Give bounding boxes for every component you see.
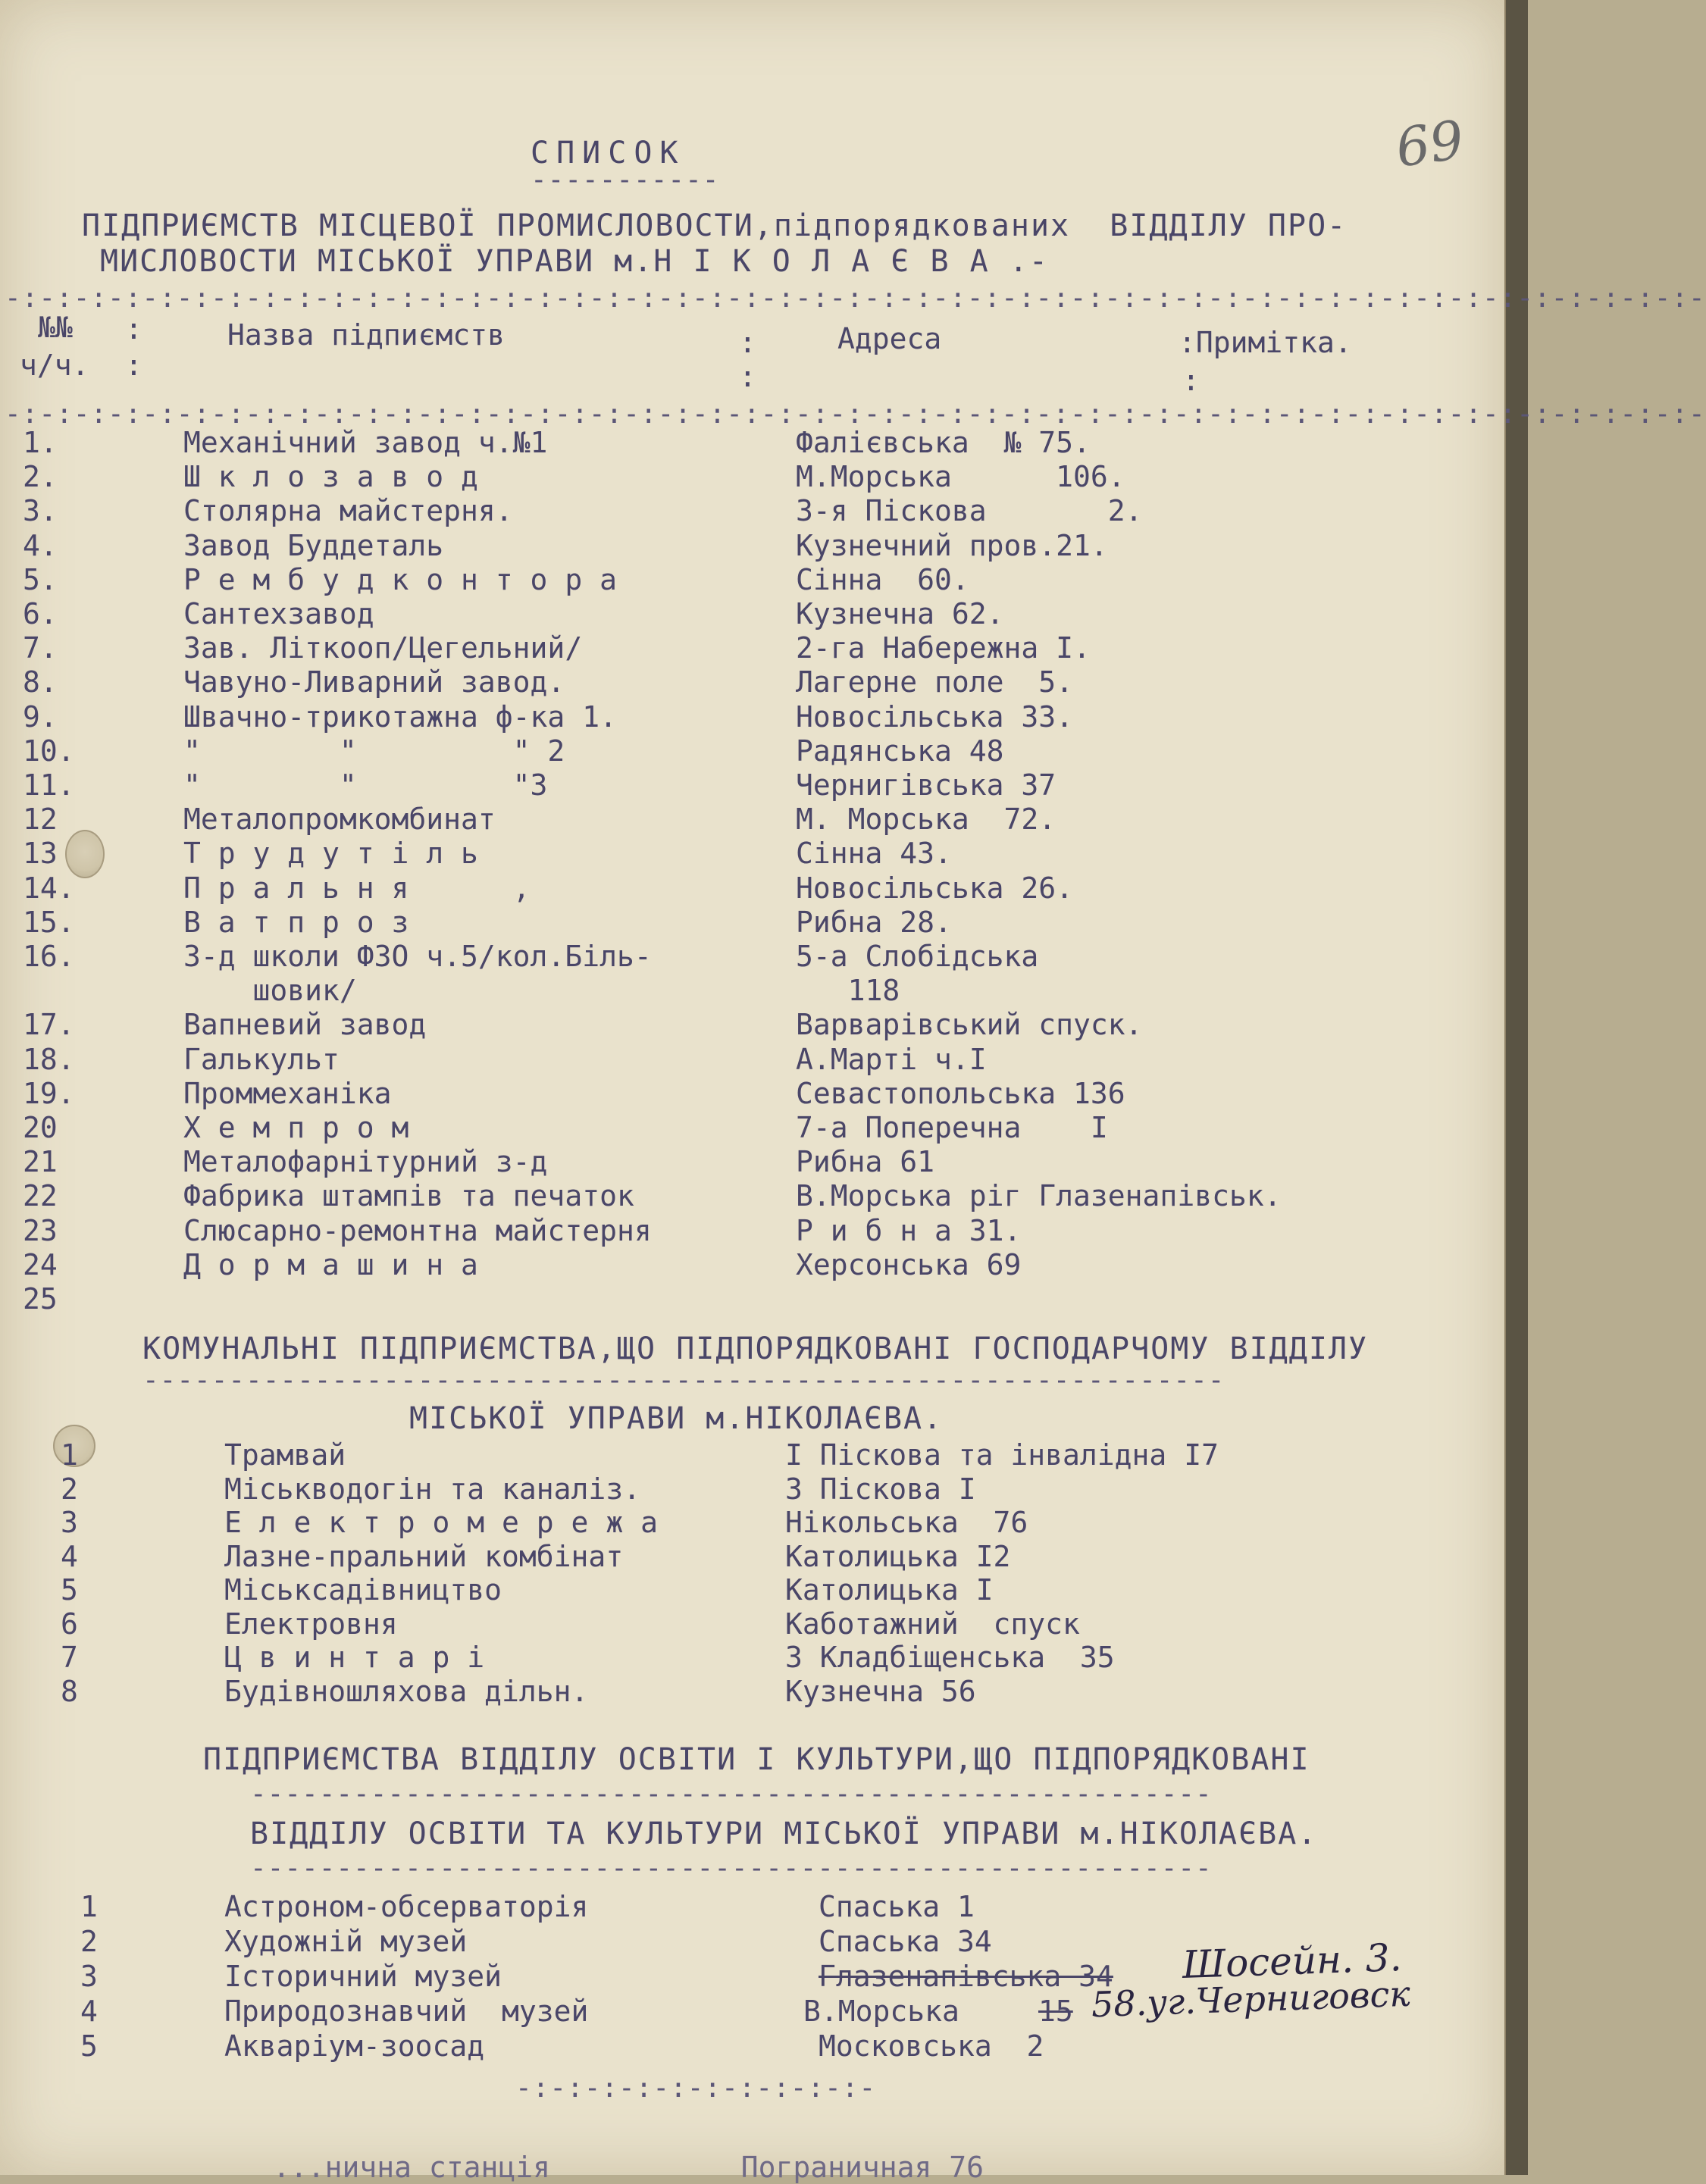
enterprise-name: Металопромкомбинат bbox=[183, 803, 496, 836]
enterprise-address: Сінна 43. bbox=[796, 837, 952, 870]
enterprise-name: Проммеханіка bbox=[183, 1077, 392, 1110]
col-sep-4: : bbox=[739, 360, 756, 393]
enterprise-name: Електровня bbox=[224, 1607, 398, 1641]
enterprise-name: Механічний завод ч.№1 bbox=[183, 426, 548, 459]
row-number: 6 bbox=[61, 1607, 78, 1641]
row-number: 16. bbox=[23, 940, 75, 973]
cut-off-line: ...нична станція Пограничная 76 bbox=[273, 2151, 984, 2184]
enterprise-name: " " "3 bbox=[183, 768, 548, 802]
enterprise-address: В.Морська bbox=[803, 1995, 977, 2028]
row-number: 1 bbox=[80, 1890, 98, 1923]
row-number: 17. bbox=[23, 1008, 75, 1041]
enterprise-name: Історичний музей bbox=[224, 1960, 502, 1993]
enterprise-address: А.Марті ч.І bbox=[796, 1043, 987, 1076]
enterprise-address: І Піскова та інвалідна І7 bbox=[785, 1438, 1219, 1472]
row-number: 5 bbox=[61, 1573, 78, 1607]
row-number: 21 bbox=[23, 1145, 58, 1178]
enterprise-name: Ц в и н т а р і bbox=[224, 1641, 485, 1674]
row-number: 3. bbox=[23, 494, 58, 527]
enterprise-address: 3 Піскова І bbox=[785, 1472, 976, 1506]
divider-top: -:-:-:-:-:-:-:-:-:-:-:-:-:-:-:-:-:-:-:-:-:-:-:-:-:-:-:-:-:-:-:-:-:-:-:-:-:-:-:-:-:-:-:-:-:-:-:-:-:- bbox=[5, 283, 1706, 314]
enterprise-address: 5-а Слобідська bbox=[796, 940, 1039, 973]
enterprise-name: " " " 2 bbox=[183, 734, 565, 768]
col-header-name: Назва підпиємств bbox=[227, 318, 506, 352]
enterprise-name: Слюсарно-ремонтна майстерня bbox=[183, 1214, 652, 1247]
section3-underline-2: -------------------------------------------------------- bbox=[250, 1853, 1213, 1884]
enterprise-address: Католицька І2 bbox=[785, 1540, 1011, 1573]
enterprise-name: Ш к л о з а в о д bbox=[183, 460, 478, 493]
struck-number: 15 bbox=[1038, 1995, 1073, 2028]
enterprise-address: Каботажний спуск bbox=[785, 1607, 1080, 1641]
col-header-num-1: №№ bbox=[38, 311, 73, 344]
col-sep-5: : bbox=[1182, 364, 1200, 397]
enterprise-name: Х е м п р о м bbox=[183, 1111, 409, 1144]
row-number: 12 bbox=[23, 803, 58, 836]
row-number: 1. bbox=[23, 426, 58, 459]
enterprise-name: З-д школи ФЗО ч.5/кол.Біль- bbox=[183, 940, 652, 973]
enterprise-name: Металофарнітурний з-д bbox=[183, 1145, 548, 1178]
divider-header: -:-:-:-:-:-:-:-:-:-:-:-:-:-:-:-:-:-:-:-:-:-:-:-:-:-:-:-:-:-:-:-:-:-:-:-:-:-:-:-:-:-:-:-:-:-:-:-:-:- bbox=[5, 399, 1706, 430]
row-number: 3 bbox=[61, 1506, 78, 1539]
enterprise-address: Новосільська 26. bbox=[796, 871, 1074, 905]
enterprise-name: Д о р м а ш и н а bbox=[183, 1248, 478, 1281]
enterprise-name: шовик/ bbox=[183, 974, 357, 1007]
enterprise-name: Художній музей bbox=[224, 1925, 468, 1958]
section3-heading-2: ВІДДІЛУ ОСВІТИ ТА КУЛЬТУРИ МІСЬКОЇ УПРАВИ м.НІКОЛАЄВА. bbox=[250, 1816, 1318, 1851]
enterprise-address: Кузнечна 56 bbox=[785, 1675, 976, 1708]
enterprise-address: Спаська 34 bbox=[819, 1925, 992, 1958]
document-title: СПИСОК bbox=[531, 136, 686, 171]
row-number: 7. bbox=[23, 631, 58, 665]
section2-heading-2: МІСЬКОЇ УПРАВИ м.НІКОЛАЄВА. bbox=[409, 1401, 944, 1436]
row-number: 2 bbox=[61, 1472, 78, 1506]
enterprise-name: В а т п р о з bbox=[183, 906, 409, 939]
title-underline: ----------- bbox=[531, 164, 720, 196]
bottom-divider: -:-:-:-:-:-:-:-:-:-:- bbox=[515, 2073, 877, 2104]
enterprise-address: 3 Кладбіщенська 35 bbox=[785, 1641, 1115, 1674]
scan-edge bbox=[1506, 0, 1528, 2175]
enterprise-address: Московська 2 bbox=[819, 2029, 1044, 2063]
enterprise-name: Акваріум-зоосад bbox=[224, 2029, 485, 2063]
enterprise-address: 118 bbox=[796, 974, 900, 1007]
section2-underline: --------------------------------------------------------------- bbox=[142, 1365, 1226, 1396]
row-number: 1 bbox=[61, 1438, 78, 1472]
enterprise-name: Зав. Літкооп/Цегельний/ bbox=[183, 631, 583, 665]
enterprise-address: Фалієвська № 75. bbox=[796, 426, 1091, 459]
enterprise-address: Херсонська 69 bbox=[796, 1248, 1022, 1281]
row-number: 25 bbox=[23, 1282, 58, 1316]
enterprise-name: П р а л ь н я , bbox=[183, 871, 531, 905]
row-number: 14. bbox=[23, 871, 75, 905]
enterprise-address: Глазенапівська 34 bbox=[819, 1960, 1113, 1993]
row-number: 11. bbox=[23, 768, 75, 802]
enterprise-address: Католицька І bbox=[785, 1573, 994, 1607]
enterprise-name: Е л е к т р о м е р е ж а bbox=[224, 1506, 658, 1539]
enterprise-address: 7-а Поперечна І bbox=[796, 1111, 1108, 1144]
enterprise-name: Сантехзавод bbox=[183, 597, 374, 630]
enterprise-address: 2-га Набережна І. bbox=[796, 631, 1091, 665]
enterprise-address: 3-я Піскова 2. bbox=[796, 494, 1143, 527]
col-sep-3: : bbox=[739, 326, 756, 359]
row-number: 9. bbox=[23, 700, 58, 734]
enterprise-name: Чавуно-Ливарний завод. bbox=[183, 665, 565, 699]
col-sep-2: : bbox=[125, 349, 142, 382]
row-number: 3 bbox=[80, 1960, 98, 1993]
row-number: 18. bbox=[23, 1043, 75, 1076]
enterprise-name: Міськсадівництво bbox=[224, 1573, 502, 1607]
row-number: 20 bbox=[23, 1111, 58, 1144]
row-number: 5 bbox=[80, 2029, 98, 2063]
enterprise-address: Новосільська 33. bbox=[796, 700, 1074, 734]
enterprise-name: Р е м б у д к о н т о р а bbox=[183, 563, 617, 596]
handwritten-address-4: 58.уг.Черниговск bbox=[1091, 1973, 1411, 2026]
row-number: 10. bbox=[23, 734, 75, 768]
row-number: 15. bbox=[23, 906, 75, 939]
handwritten-address-3: Шосейн. 3. bbox=[1182, 1935, 1403, 1988]
enterprise-address: Рибна 61 bbox=[796, 1145, 935, 1178]
row-number: 6. bbox=[23, 597, 58, 630]
section2-heading-1: КОМУНАЛЬНІ ПІДПРИЄМСТВА,ЩО ПІДПОРЯДКОВАНІ ГОСПОДАРЧОМУ ВІДДІЛУ bbox=[142, 1331, 1369, 1366]
col-header-note: :Примітка. bbox=[1179, 326, 1352, 359]
enterprise-address: Кузнечний пров.21. bbox=[796, 529, 1108, 562]
heading-line-2: МИСЛОВОСТИ МІСЬКОЇ УПРАВИ м.Н І К О Л А Є В А .- bbox=[100, 244, 1049, 279]
col-header-num-2: ч/ч. bbox=[20, 349, 89, 382]
enterprise-name: Будівношляхова дільн. bbox=[224, 1675, 589, 1708]
enterprise-address: Нікольська 76 bbox=[785, 1506, 1028, 1539]
row-number: 23 bbox=[23, 1214, 58, 1247]
row-number: 4 bbox=[61, 1540, 78, 1573]
col-header-address: Адреса bbox=[837, 322, 942, 355]
row-number: 2 bbox=[80, 1925, 98, 1958]
enterprise-name: Галькульт bbox=[183, 1043, 340, 1076]
row-number: 7 bbox=[61, 1641, 78, 1674]
row-number: 2. bbox=[23, 460, 58, 493]
enterprise-address: М.Морська 106. bbox=[796, 460, 1125, 493]
enterprise-name: Т р у д у т і л ь bbox=[183, 837, 478, 870]
enterprise-address: Севастопольська 136 bbox=[796, 1077, 1125, 1110]
enterprise-address: Сінна 60. bbox=[796, 563, 969, 596]
heading-line-1: ПІДПРИЄМСТВ МІСЦЕВОЇ ПРОМИСЛОВОСТИ,підпорядкованих ВІДДІЛУ ПРО- bbox=[82, 208, 1348, 243]
row-number: 5. bbox=[23, 563, 58, 596]
enterprise-address: В.Морська ріг Глазенапівськ. bbox=[796, 1179, 1282, 1212]
enterprise-name: Міськводогін та каналіз. bbox=[224, 1472, 641, 1506]
enterprise-name: Трамвай bbox=[224, 1438, 346, 1472]
enterprise-name: Столярна майстерня. bbox=[183, 494, 513, 527]
enterprise-address: Кузнечна 62. bbox=[796, 597, 1004, 630]
enterprise-address: Спаська 1 bbox=[819, 1890, 975, 1923]
enterprise-address: М. Морська 72. bbox=[796, 803, 1056, 836]
enterprise-name: Астроном-обсерваторія bbox=[224, 1890, 589, 1923]
row-number: 4. bbox=[23, 529, 58, 562]
row-number: 24 bbox=[23, 1248, 58, 1281]
row-number: 8. bbox=[23, 665, 58, 699]
row-number: 4 bbox=[80, 1995, 98, 2028]
enterprise-address: Рибна 28. bbox=[796, 906, 952, 939]
enterprise-name: Швачно-трикотажна ф-ка 1. bbox=[183, 700, 617, 734]
section3-underline-1: -------------------------------------------------------- bbox=[250, 1779, 1213, 1810]
enterprise-address: Радянська 48 bbox=[796, 734, 1004, 768]
row-number: 8 bbox=[61, 1675, 78, 1708]
col-sep-1: : bbox=[125, 312, 142, 346]
enterprise-address: Лагерне поле 5. bbox=[796, 665, 1074, 699]
enterprise-name: Фабрика штампів та печаток bbox=[183, 1179, 634, 1212]
enterprise-name: Вапневий завод bbox=[183, 1008, 427, 1041]
enterprise-address: Чернигівська 37 bbox=[796, 768, 1056, 802]
page-number: 69 bbox=[1391, 108, 1468, 180]
section3-heading-1: ПІДПРИЄМСТВА ВІДДІЛУ ОСВІТИ І КУЛЬТУРИ,ЩО ПІДПОРЯДКОВАНІ bbox=[203, 1742, 1310, 1777]
row-number: 13 bbox=[23, 837, 58, 870]
enterprise-address: Р и б н а 31. bbox=[796, 1214, 1022, 1247]
enterprise-name: Завод Буддеталь bbox=[183, 529, 444, 562]
enterprise-name: Природознавчий музей bbox=[224, 1995, 589, 2028]
row-number: 22 bbox=[23, 1179, 58, 1212]
row-number: 19. bbox=[23, 1077, 75, 1110]
enterprise-name: Лазне-пральний комбінат bbox=[224, 1540, 624, 1573]
enterprise-address: Варварівський спуск. bbox=[796, 1008, 1143, 1041]
